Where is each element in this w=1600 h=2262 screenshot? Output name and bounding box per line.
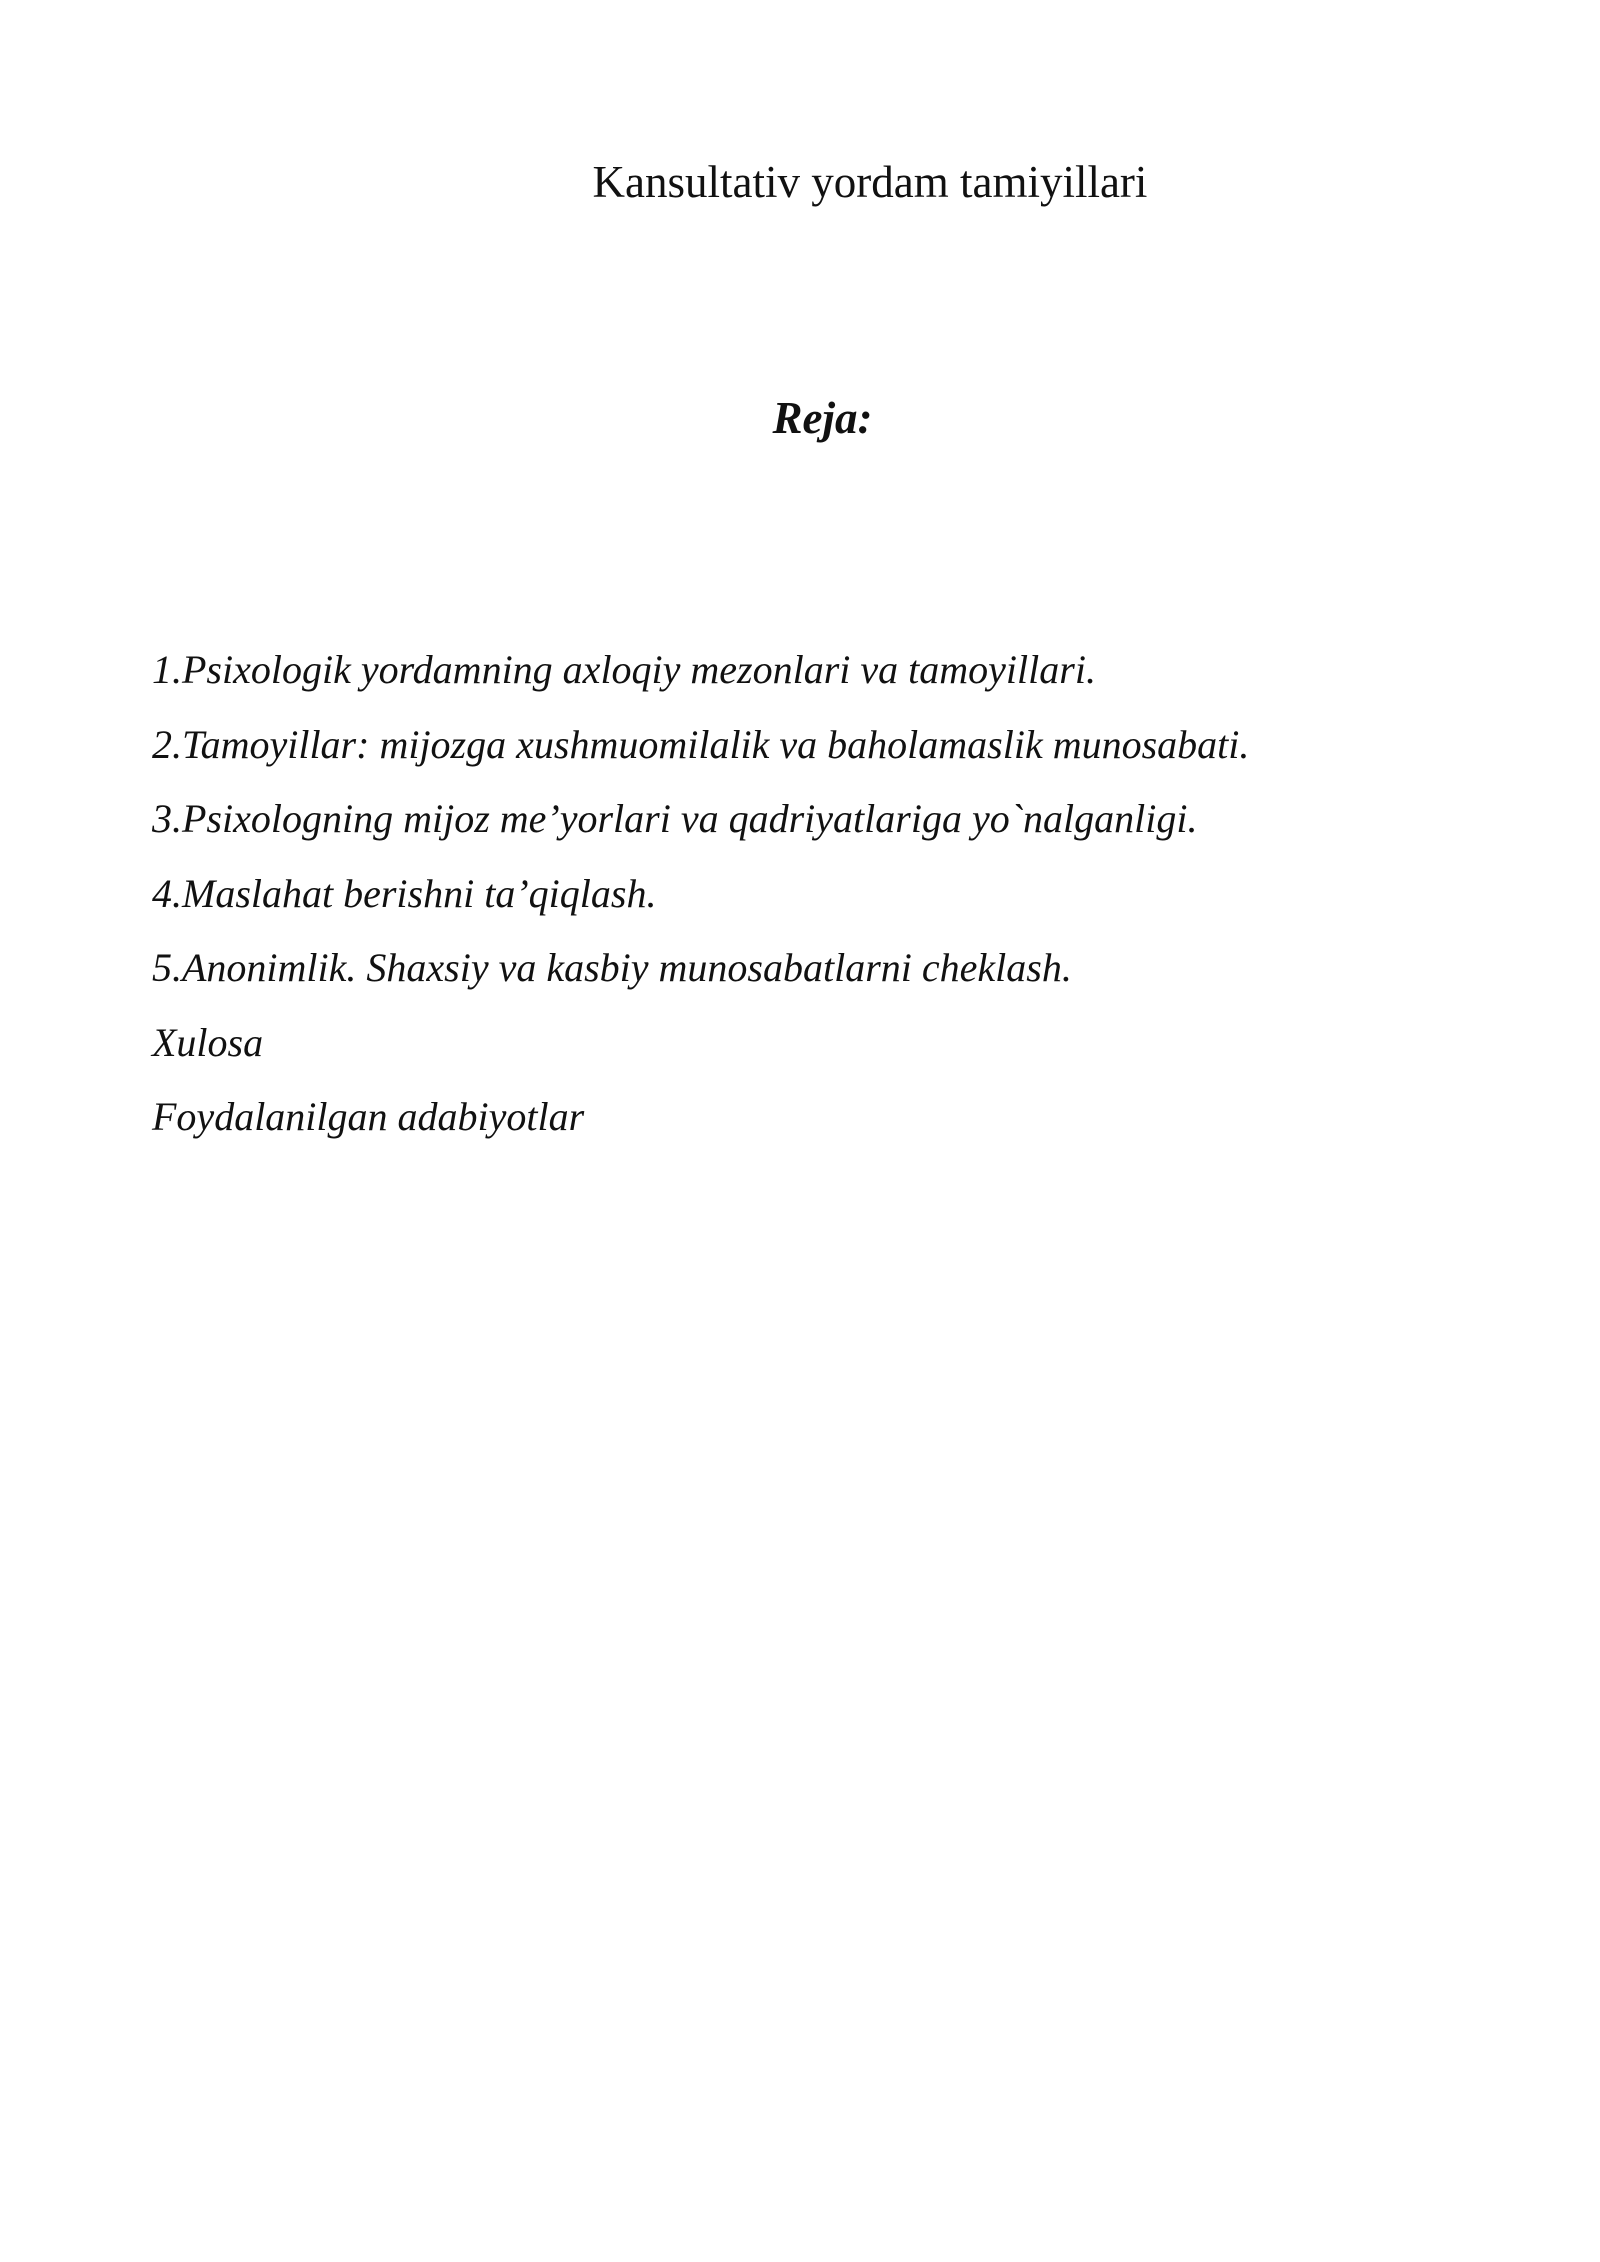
plan-item: 3.Psixologning mijoz me’yorlari va qadriyatlariga yo`nalganligi. — [152, 796, 1198, 841]
document-title: Kansultativ yordam tamiyillari — [592, 157, 1148, 207]
plan-item-conclusion: Xulosa — [152, 1019, 264, 1065]
plan-list — [152, 633, 1249, 1155]
plan-item: 2.Tamoyillar: mijozga xushmuomilalik va baholamaslik munosabati. — [152, 721, 1250, 767]
plan-item: 1.Psixologik yordamning axloqiy mezonlari va tamoyillari. — [152, 647, 1096, 692]
plan-item: 5.Anonimlik. Shaxsiy va kasbiy munosabatlarni cheklash. — [152, 945, 1072, 990]
plan-item: 4.Maslahat berishni ta’qiqlash. — [152, 870, 657, 916]
plan-item-references: Foydalanilgan adabiyotlar — [152, 1094, 585, 1139]
plan-heading: Reja: — [772, 393, 873, 443]
